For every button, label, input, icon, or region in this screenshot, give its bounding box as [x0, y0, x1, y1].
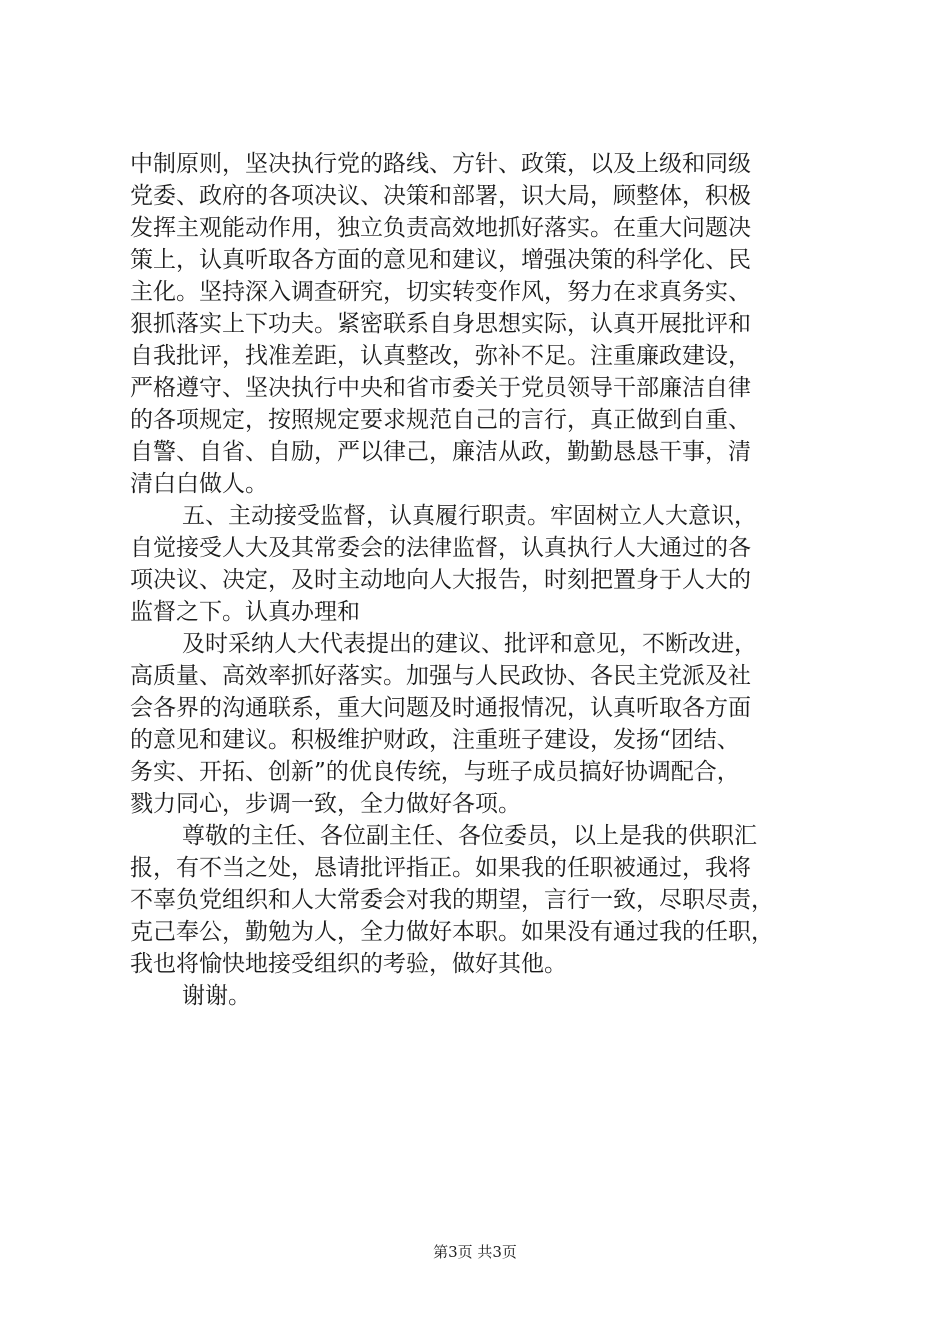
text-line: 高质量、高效率抓好落实。加强与人民政协、各民主党派及社 [130, 663, 751, 689]
text-line: 严格遵守、坚决执行中央和省市委关于党员领导干部廉洁自律 [130, 375, 751, 401]
text-line: 自警、自省、自励，严以律己，廉洁从政，勤勤恳恳干事，清 [130, 439, 751, 465]
text-line: 发挥主观能动作用，独立负责高效地抓好落实。在重大问题决 [130, 215, 751, 241]
text-line: 会各界的沟通联系，重大问题及时通报情况，认真听取各方面 [130, 695, 751, 721]
text-line: 报，有不当之处，恳请批评指正。如果我的任职被通过，我将 [130, 855, 751, 881]
page-footer: 第3页 共3页 [433, 1243, 517, 1261]
text-line: 我也将愉快地接受组织的考验，做好其他。 [130, 951, 567, 977]
text-line: 自我批评，找准差距，认真整改，弥补不足。注重廉政建设， [130, 343, 751, 369]
text-line: 狠抓落实上下功夫。紧密联系自身思想实际，认真开展批评和 [130, 311, 751, 337]
text-line: 主化。坚持深入调查研究，切实转变作风，努力在求真务实、 [130, 279, 751, 305]
text-line: 务实、开拓、创新”的优良传统，与班子成员搞好协调配合， [130, 759, 740, 785]
text-line: 戮力同心，步调一致，全力做好各项。 [130, 791, 521, 817]
text-line: 克己奉公，勤勉为人，全力做好本职。如果没有通过我的任职， [130, 919, 774, 945]
text-line: 策上，认真听取各方面的意见和建议，增强决策的科学化、民 [130, 247, 751, 273]
text-line: 的各项规定，按照规定要求规范自己的言行，真正做到自重、 [130, 407, 751, 433]
text-line: 尊敬的主任、各位副主任、各位委员，以上是我的供职汇 [182, 823, 757, 849]
text-line: 五、主动接受监督，认真履行职责。牢固树立人大意识， [182, 503, 757, 529]
text-line: 监督之下。认真办理和 [130, 599, 360, 625]
text-line: 谢谢。 [182, 983, 251, 1009]
text-line: 清白白做人。 [130, 471, 268, 497]
text-line: 的意见和建议。积极维护财政，注重班子建设，发扬“团结、 [130, 727, 740, 753]
document-body [130, 148, 820, 1012]
text-line: 不辜负党组织和人大常委会对我的期望，言行一致，尽职尽责， [130, 887, 774, 913]
text-line: 项决议、决定，及时主动地向人大报告，时刻把置身于人大的 [130, 567, 751, 593]
text-line: 中制原则，坚决执行党的路线、方针、政策，以及上级和同级 [130, 151, 751, 177]
text-line: 自觉接受人大及其常委会的法律监督，认真执行人大通过的各 [130, 535, 751, 561]
text-line: 党委、政府的各项决议、决策和部署，识大局，顾整体，积极 [130, 183, 751, 209]
text-line: 及时采纳人大代表提出的建议、批评和意见，不断改进， [182, 631, 757, 657]
